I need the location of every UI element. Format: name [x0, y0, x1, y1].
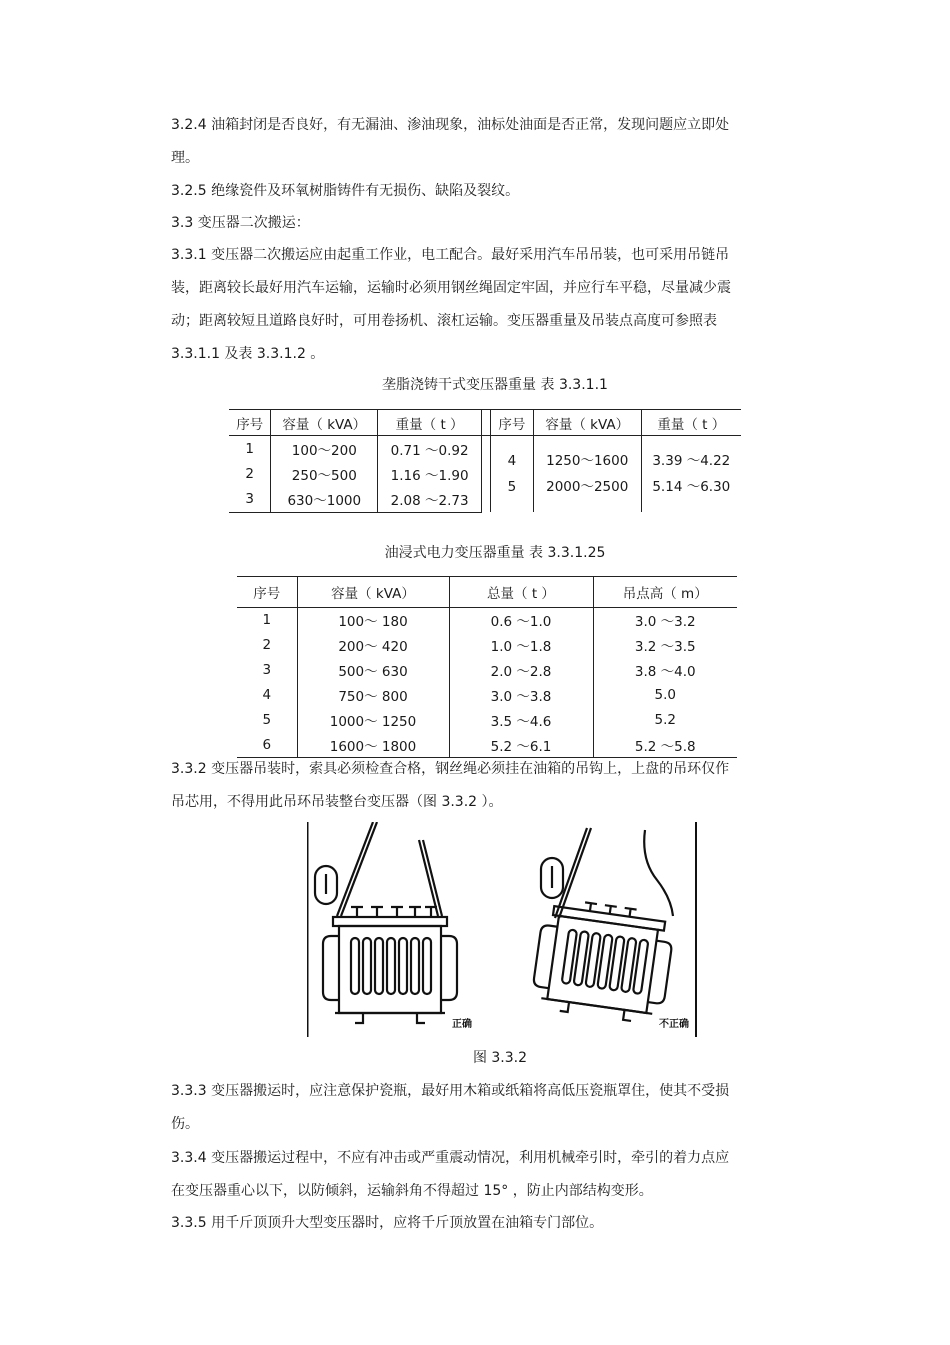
table2-header-cell: 吊点高（ m） — [593, 577, 737, 608]
table-row — [237, 708, 737, 733]
radiator-left — [323, 936, 339, 1000]
tank-feet — [560, 1001, 633, 1021]
para-3-3-1-line3: 动；距离较短且道路良好时，可用卷扬机、滚杠运输。变压器重量及吊装点高度可参照表 — [171, 313, 717, 329]
para-3-3-4-line2: 在变压器重心以下，以防倾斜，运输斜角不得超过 15° ，防止内部结构变形。 — [171, 1183, 653, 1199]
table1-header-row — [229, 410, 741, 436]
table1-cell: 630～1000 — [271, 487, 378, 513]
table2-cell: 4 — [262, 687, 272, 703]
bushings — [351, 907, 437, 917]
sling-right — [423, 840, 442, 916]
label-incorrect: 不正确 — [659, 1019, 689, 1030]
sling-left — [341, 822, 377, 916]
table2-header-cell: 序号 — [237, 577, 297, 608]
table2-cell: 5 — [262, 712, 272, 728]
para-3-3-1-line1: 3.3.1 变压器二次搬运应由起重工作业，电工配合。最好采用汽车吊吊装，也可采用吊链吊 — [171, 247, 730, 263]
table1-cell: 2.08 ～2.73 — [378, 487, 482, 513]
radiator-fins — [562, 929, 649, 994]
para-3-3-5: 3.3.5 用千斤顶顶升大型变压器时，应将千斤顶放置在油箱专门部位。 — [171, 1215, 604, 1231]
table1-divider — [482, 410, 491, 436]
table1-cell-line: 5 — [507, 479, 517, 495]
table2-cell: 5.0 — [593, 683, 737, 708]
radiator-fins — [351, 938, 431, 994]
bushings — [584, 902, 637, 917]
table2-header-row — [237, 577, 737, 608]
para-3-3-3-line1: 3.3.3 变压器搬运时，应注意保护瓷瓶，最好用木箱或纸箱将高低压瓷瓶罩住，使其不受损 — [171, 1083, 730, 1099]
para-3-2-5: 3.2.5 绝缘瓷件及环氧树脂铸件有无损伤、缺陷及裂纹。 — [171, 183, 520, 199]
table2-cell: 3 — [262, 662, 272, 678]
table2-cell: 500～ 630 — [297, 658, 449, 683]
table2-cell: 1600～ 1800 — [297, 733, 449, 758]
para-3-3-1-line2: 装，距离较长最好用汽车运输，运输时必须用钢丝绳固定牢固，并应行车平稳，尽量减少震 — [171, 280, 731, 296]
table2-cell: 0.6 ～1.0 — [449, 608, 593, 633]
table-row — [237, 683, 737, 708]
table1-caption: 垄脂浇铸干式变压器重量 表 3.3.1.1 — [382, 377, 608, 393]
table2-header-cell: 容量（ kVA） — [297, 577, 449, 608]
table-dry-type-weights — [229, 409, 741, 513]
table2-cell: 1.0 ～1.8 — [449, 633, 593, 658]
para-3-2-4-line1: 3.2.4 油箱封闭是否良好，有无漏油、渗油现象，油标处油面是否正常，发现问题应立即处 — [171, 117, 730, 133]
heading-3-3: 3.3 变压器二次搬运： — [171, 215, 310, 231]
table2-cell: 3.0 ～3.2 — [593, 608, 737, 633]
table1-cell-line: 2000～2500 — [546, 479, 629, 495]
table2-cell: 2 — [262, 637, 272, 653]
table2-cell: 3.8 ～4.0 — [593, 658, 737, 683]
para-3-2-4-line2: 理。 — [171, 150, 199, 166]
tank-base — [541, 998, 652, 1014]
table2-cell: 5.2 ～5.8 — [593, 733, 737, 758]
para-3-3-2-line2: 吊芯用，不得用此吊环吊装整台变压器（图 3.3.2 ）。 — [171, 794, 503, 810]
table1-cell: 250～500 — [271, 461, 378, 487]
table2-cell: 5.2 ～6.1 — [449, 733, 593, 758]
table1-cell: 1 — [245, 440, 254, 457]
table1-cell: 0.71 ～0.92 — [378, 436, 482, 462]
table-row — [237, 633, 737, 658]
table1-cell: 100～200 — [271, 436, 378, 462]
table-row — [237, 658, 737, 683]
table1-header-cell: 序号 — [229, 410, 271, 436]
table2-cell: 3.2 ～3.5 — [593, 633, 737, 658]
table1-cell-line: 3.39 ～4.22 — [652, 453, 731, 469]
table2-cell: 100～ 180 — [297, 608, 449, 633]
table1-header-cell: 容量（ kVA） — [271, 410, 378, 436]
table1-cell: 1.16 ～1.90 — [378, 461, 482, 487]
table2-cell: 1000～ 1250 — [297, 708, 449, 733]
table1-header-cell: 重量（ t ） — [641, 410, 741, 436]
sling-single — [555, 828, 587, 918]
table2-cell: 200～ 420 — [297, 633, 449, 658]
table2-caption: 油浸式电力变压器重量 表 3.3.1.25 — [384, 545, 606, 561]
table1-cell — [533, 436, 641, 513]
table-row — [237, 608, 737, 633]
figure-caption: 图 3.3.2 — [472, 1050, 528, 1066]
table-oil-immersed-weights — [237, 576, 737, 758]
para-3-3-2-line1: 3.3.2 变压器吊装时，索具必须检查合格，钢丝绳必须挂在油箱的吊钩上，上盘的吊环仅作 — [171, 761, 730, 777]
table1-divider — [482, 436, 491, 513]
table2-cell: 6 — [237, 733, 297, 758]
para-3-3-4-line1: 3.3.4 变压器搬运过程中，不应有冲击或严重震动情况，利用机械牵引时，牵引的着力点应 — [171, 1150, 730, 1166]
incorrect-lifting-illustration — [530, 828, 676, 1025]
para-3-3-3-line2: 伤。 — [171, 1116, 199, 1132]
table2-cell: 2.0 ～2.8 — [449, 658, 593, 683]
correct-lifting-illustration — [315, 822, 457, 1023]
table1-header-cell: 容量（ kVA） — [533, 410, 641, 436]
radiator-right — [441, 936, 457, 1000]
tilted-transformer — [530, 897, 676, 1025]
table2-header-cell: 总量（ t ） — [449, 577, 593, 608]
tank-cover — [333, 917, 447, 926]
table1-header-cell: 序号 — [490, 410, 533, 436]
table1-cell: 2 — [245, 465, 254, 482]
sling-right — [419, 840, 438, 916]
table2-cell: 5.2 — [593, 708, 737, 733]
table-row — [237, 733, 737, 758]
table2-cell: 3.5 ～4.6 — [449, 708, 593, 733]
table1-cell — [641, 436, 741, 513]
table2-cell: 1 — [262, 612, 272, 629]
table1-cell-line: 5.14 ～6.30 — [652, 479, 731, 495]
label-correct: 正确 — [452, 1019, 472, 1030]
table1-cell — [490, 436, 533, 513]
table-row — [229, 436, 741, 462]
table2-cell: 750～ 800 — [297, 683, 449, 708]
tank-feet — [355, 1013, 425, 1023]
transformer-lifting-figure — [307, 822, 697, 1037]
table2-cell: 3.0 ～3.8 — [449, 683, 593, 708]
para-3-3-1-line4: 3.3.1.1 及表 3.3.1.2 。 — [171, 346, 325, 362]
table1-cell: 3 — [229, 487, 271, 513]
table1-header-cell: 重量（ t ） — [378, 410, 482, 436]
sling-left — [337, 822, 373, 916]
table1-cell-line: 1250～1600 — [546, 453, 629, 469]
loose-sling — [644, 830, 673, 916]
table1-cell-line: 4 — [507, 453, 517, 469]
